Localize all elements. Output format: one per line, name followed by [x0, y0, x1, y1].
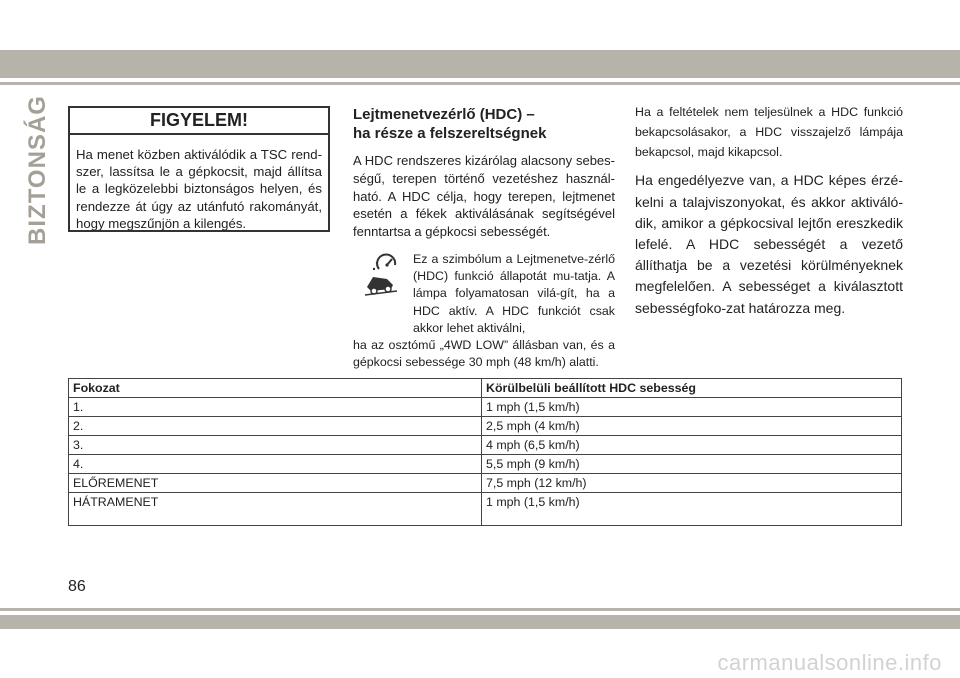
table-cell-speed: 7,5 mph (12 km/h): [482, 474, 902, 493]
section-paragraph: A HDC rendszeres kizárólag alacsony sebes-ségű, terepen történő vezetéshez használ-ható. A HDC célja, hogy terepen, lejtmenet esetén a fékek aktiválásának segítségével fenntartsa a gépkocsi sebességét.: [353, 153, 615, 240]
table-cell-gear: 3.: [69, 436, 482, 455]
table-header-row: [69, 379, 902, 398]
table-cell-gear: 1.: [69, 398, 482, 417]
warning-text: Ha menet közben aktiválódik a TSC rend-szer, lassítsa le a gépkocsit, majd állítsa le a legközelebbi biztonságos helyen, és rendezze át úgy az utánfutó rakományát, hogy megszűnjön a kilengés.: [76, 147, 322, 231]
bottom-band: [0, 615, 960, 629]
hdc-speed-paragraph: Ha engedélyezve van, a HDC képes érzé-kelni a talajviszonyokat, és akkor aktiváló-dik, amikor a gépkocsival lejtőn ereszkedik lefelé. A HDC sebességét a vezető állíthatja be a vezetési körülményeknek megfelelően. A sebességet a kiválasztott sebességfoko-zat határozza meg.: [635, 172, 903, 316]
section-heading: [353, 105, 615, 143]
table-cell-speed: 2,5 mph (4 km/h): [482, 417, 902, 436]
column-three: [635, 103, 903, 319]
table-cell-speed: 4 mph (6,5 km/h): [482, 436, 902, 455]
top-rule: [0, 82, 960, 85]
symbol-description: Ez a szimbólum a Lejtmenetve-zérlő (HDC) funkció állapotát mu-tatja. A lámpa folyamatosan vilá-gít, ha a HDC aktív. A HDC funkciót csak akkor lehet aktiválni,: [413, 251, 615, 335]
hdc-section: [353, 105, 615, 371]
warning-box: [68, 106, 330, 232]
hdc-indicator-icon: [353, 251, 413, 301]
table-row: [69, 455, 902, 474]
table-row: [69, 417, 902, 436]
hdc-speed-table: [68, 378, 902, 526]
symbol-description-continued: ha az osztómű „4WD LOW” állásban van, és a gépkocsi sebessége 30 mph (48 km/h) alatti.: [353, 338, 615, 370]
top-band: [0, 50, 960, 78]
table-row: [69, 474, 902, 493]
bottom-rule: [0, 608, 960, 611]
table-row: [69, 398, 902, 417]
page-number: 86: [68, 578, 86, 595]
section-side-label: BIZTONSÁG: [24, 95, 51, 245]
table-cell-gear: 2.: [69, 417, 482, 436]
table-header-gear: Fokozat: [69, 379, 482, 398]
section-heading-line2: ha része a felszereltségnek: [353, 125, 547, 142]
table-cell-speed: 1 mph (1,5 km/h): [482, 493, 902, 526]
table-cell-speed: 5,5 mph (9 km/h): [482, 455, 902, 474]
table-cell-gear: HÁTRAMENET: [69, 493, 482, 526]
table-cell-gear: ELŐREMENET: [69, 474, 482, 493]
table-row: [69, 493, 902, 526]
section-heading-line1: Lejtmenetvezérlő (HDC) –: [353, 106, 535, 123]
table-header-speed: Körülbelüli beállított HDC sebesség: [482, 379, 902, 398]
watermark-text: carmanualsonline.info: [717, 650, 942, 675]
warning-title: FIGYELEM!: [70, 108, 328, 135]
symbol-row: [353, 251, 615, 337]
table-row: [69, 436, 902, 455]
table-cell-gear: 4.: [69, 455, 482, 474]
conditions-paragraph: Ha a feltételek nem teljesülnek a HDC funkció bekapcsolásakor, a HDC visszajelző lámpája bekapcsol, majd kikapcsol.: [635, 105, 903, 159]
table-cell-speed: 1 mph (1,5 km/h): [482, 398, 902, 417]
